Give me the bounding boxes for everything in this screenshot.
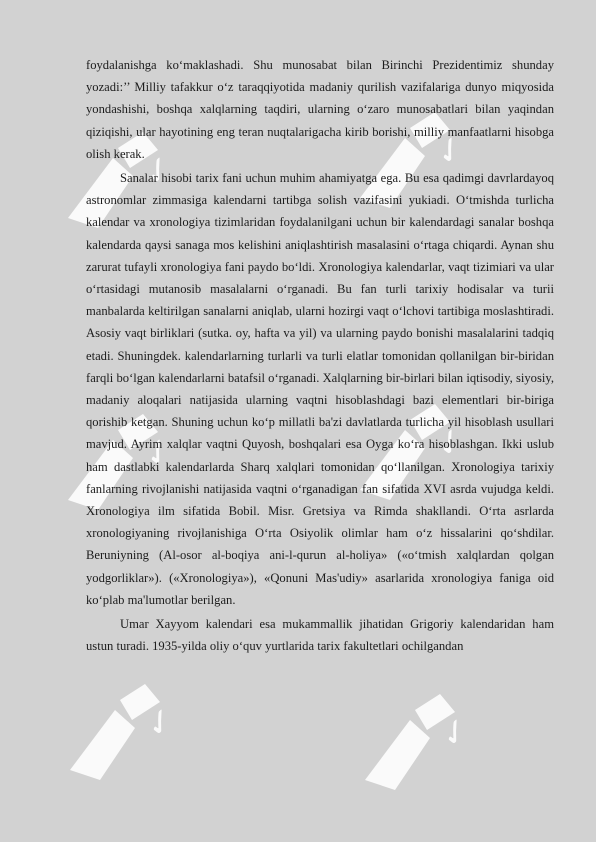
svg-text:✓: ✓ — [137, 698, 184, 748]
paragraph-1: foydalanishga ko‘maklashadi. Shu munosabat bilan Birinchi Prezidentimiz shunday yozadi:’’ Milliy tafakkur o‘z taraqqiyotida madaniy qurilish vazifalariga dunyo miqyosida yondashishi, boshqa xalqlarning taqdiri, ularning o‘zaro munosabatlari bilan yaqindan qiziqishi, ular hayotining eng teran nuqtalarigacha kirib borishi, milliy manfaatlarni hisobga olish kerak. — [86, 58, 554, 161]
svg-text:✓: ✓ — [135, 146, 182, 196]
paragraph-3: Umar Xayyom kalendari esa mukammallik jihatidan Grigoriy kalendaridan ham ustun turadi. 1935-yilda oliy o‘quv yurtlarida tarix fakultetlari ochilgandan — [86, 617, 554, 654]
svg-text:✓: ✓ — [427, 126, 474, 176]
svg-text:✓: ✓ — [427, 418, 474, 468]
watermark-logo-6 — [355, 690, 505, 820]
svg-text:✓: ✓ — [135, 428, 182, 478]
svg-text:✓: ✓ — [432, 708, 479, 758]
document-body — [86, 54, 554, 659]
watermark-logo-5 — [60, 680, 210, 810]
paragraph-2: Sanalar hisobi tarix fani uchun muhim ahamiyatga ega. Bu esa qadimgi davrlardayoq astronomlar zimmasiga kalendarni tartibga solish vazifasini yukiadi. O‘tmishda turlicha kalendar va xronologiya tizimlaridan foydalanilgani uchun bir kalendardagi sanalar boshqa kalendarda qaysi sanaga mos kelishini aniqlashtirish masalasini o‘rtaga chiqardi. Aynan shu zarurat tufayli xronologiya fani paydo bo‘ldi. Xronologiya kalendarlar, vaqt tizimiari va ular o‘rtasidagi mutanosib masalalarni o‘rganadi. Bu fan turli tarixiy hodisalar va turii manbalarda keltirilgan sanalarni aniqlab, ularni hozirgi vaqt o‘lchovi tartibiga moslashtiradi. Asosiy vaqt birliklari (sutka. oy, hafta va yil) va ularning paydo bonishi masalalarini tadqiq etadi. Shuningdek. kalendarlarning turlarli va turli elatlar tomonidan qollanilgan bir-biridan farqli bo‘lgan kalendarlarni batafsil o‘rganadi. Xalqlarning bir-birlari bilan iqtisodiy, siyosiy, madaniy aloqalari natijasida ularning vaqtni hisoblashdagi bazi elementlari bir-biriga qorishib ketgan. Shuning uchun ko‘p millatli ba'zi davlatlarda turlicha yil hisoblash usullari mavjud. Ayrim xalqlar vaqtni Quyosh, boshqalari esa Oyga ko‘ra hisoblashgan. Ikki uslub ham dastlabki kalendarlarda Sharq xalqlari tomonidan qo‘llanilgan. Xronologiya tarixiy fanlarning rivojlanishi natijasida vaqtni o‘rganadigan fan sifatida XVI asrda vujudga keldi. Xronologiya ilm sifatida Bobil. Misr. Gretsiya va Rimda shakllandi. O‘rta asrlarda xronologiyaning rivojlanishiga O‘rta Osiyolik olimlar ham o‘z hissalarini qo‘shdilar. Beruniyning (Al-osor al-boqiya ani-l-qurun al-holiya» («o‘tmish xalqlardan qolgan yodgorliklar»). («Xronologiya»), «Qonuni Mas'udiy» asarlarida xronologiya faniga oid ko‘plab ma'lumotlar berilgan. — [86, 171, 554, 607]
